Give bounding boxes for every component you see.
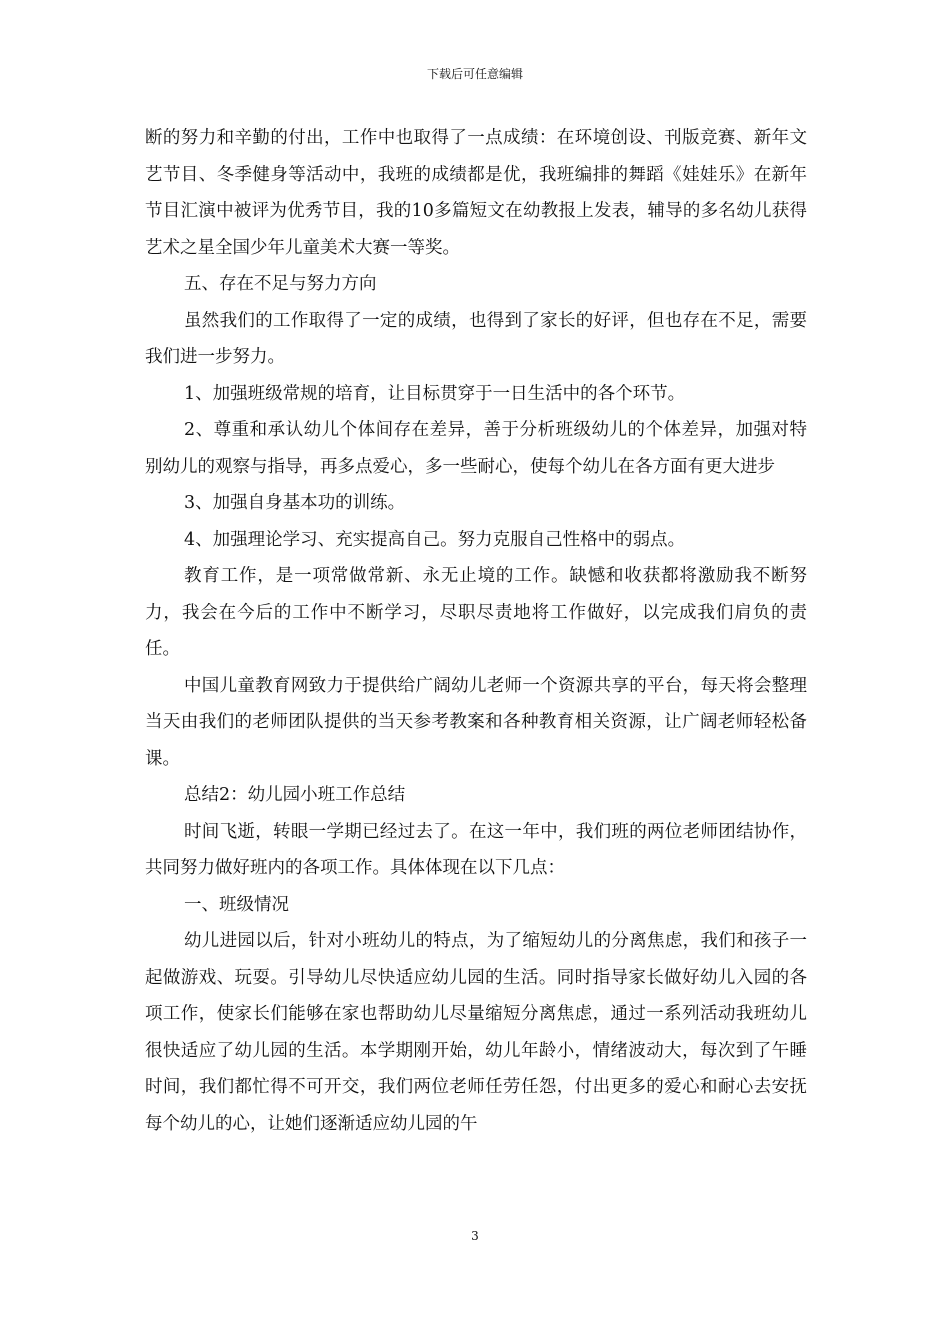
list-item-2: 2、尊重和承认幼儿个体间存在差异，善于分析班级幼儿的个体差异，加强对特别幼儿的观察与指导，再多点爱心，多一些耐心，使每个幼儿在各方面有更大进步 [145,420,807,477]
paragraph: 虽然我们的工作取得了一定的成绩，也得到了家长的好评，但也存在不足，需要我们进一步努力。 [145,310,807,367]
list-item-3: 3、加强自身基本功的训练。 [184,493,406,513]
page-header: 下载后可任意编辑 [426,67,523,81]
section-heading-1: 一、班级情况 [184,894,289,915]
paragraph: 教育工作，是一项常做常新、永无止境的工作。缺憾和收获都将激励我不断努力，我会在今后的工作中不断学习，尽职尽责地将工作做好，以完成我们肩负的责任。 [145,566,807,659]
list-item-4: 4、加强理论学习、充实提高自己。努力克服自己性格中的弱点。 [184,529,686,550]
page-number: 3 [471,1229,479,1243]
section-heading-5: 五、存在不足与努力方向 [184,274,377,294]
paragraph: 时间飞逝，转眼一学期已经过去了。在这一年中，我们班的两位老师团结协作，共同努力做好班内的各项工作。具体体现在以下几点： [145,821,807,878]
summary-heading: 总结2：幼儿园小班工作总结 [184,785,406,805]
document-body [145,120,807,1142]
list-item-1: 1、加强班级常规的培育，让目标贯穿于一日生活中的各个环节。 [184,383,686,404]
paragraph: 中国儿童教育网致力于提供给广阔幼儿老师一个资源共享的平台，每天将会整理当天由我们的老师团队提供的当天参考教案和各种教育相关资源，让广阔老师轻松备课。 [145,675,807,769]
paragraph-continued: 断的努力和辛勤的付出，工作中也取得了一点成绩：在环境创设、刊版竞赛、新年文艺节目、冬季健身等活动中，我班的成绩都是优，我班编排的舞蹈《娃娃乐》在新年节目汇演中被评为优秀节目，我的10多篇短文在幼教报上发表，辅导的多名幼儿获得艺术之星全国少年儿童美术大赛一等奖。 [145,128,807,258]
paragraph: 幼儿进园以后，针对小班幼儿的特点，为了缩短幼儿的分离焦虑，我们和孩子一起做游戏、玩耍。引导幼儿尽快适应幼儿园的生活。同时指导家长做好幼儿入园的各项工作，使家长们能够在家也帮助幼儿尽量缩短分离焦虑，通过一系列活动我班幼儿很快适应了幼儿园的生活。本学期刚开始，幼儿年龄小，情绪波动大，每次到了午睡时间，我们都忙得不可开交，我们两位老师任劳任怨，付出更多的爱心和耐心去安抚每个幼儿的心，让她们逐渐适应幼儿园的午 [145,931,807,1134]
